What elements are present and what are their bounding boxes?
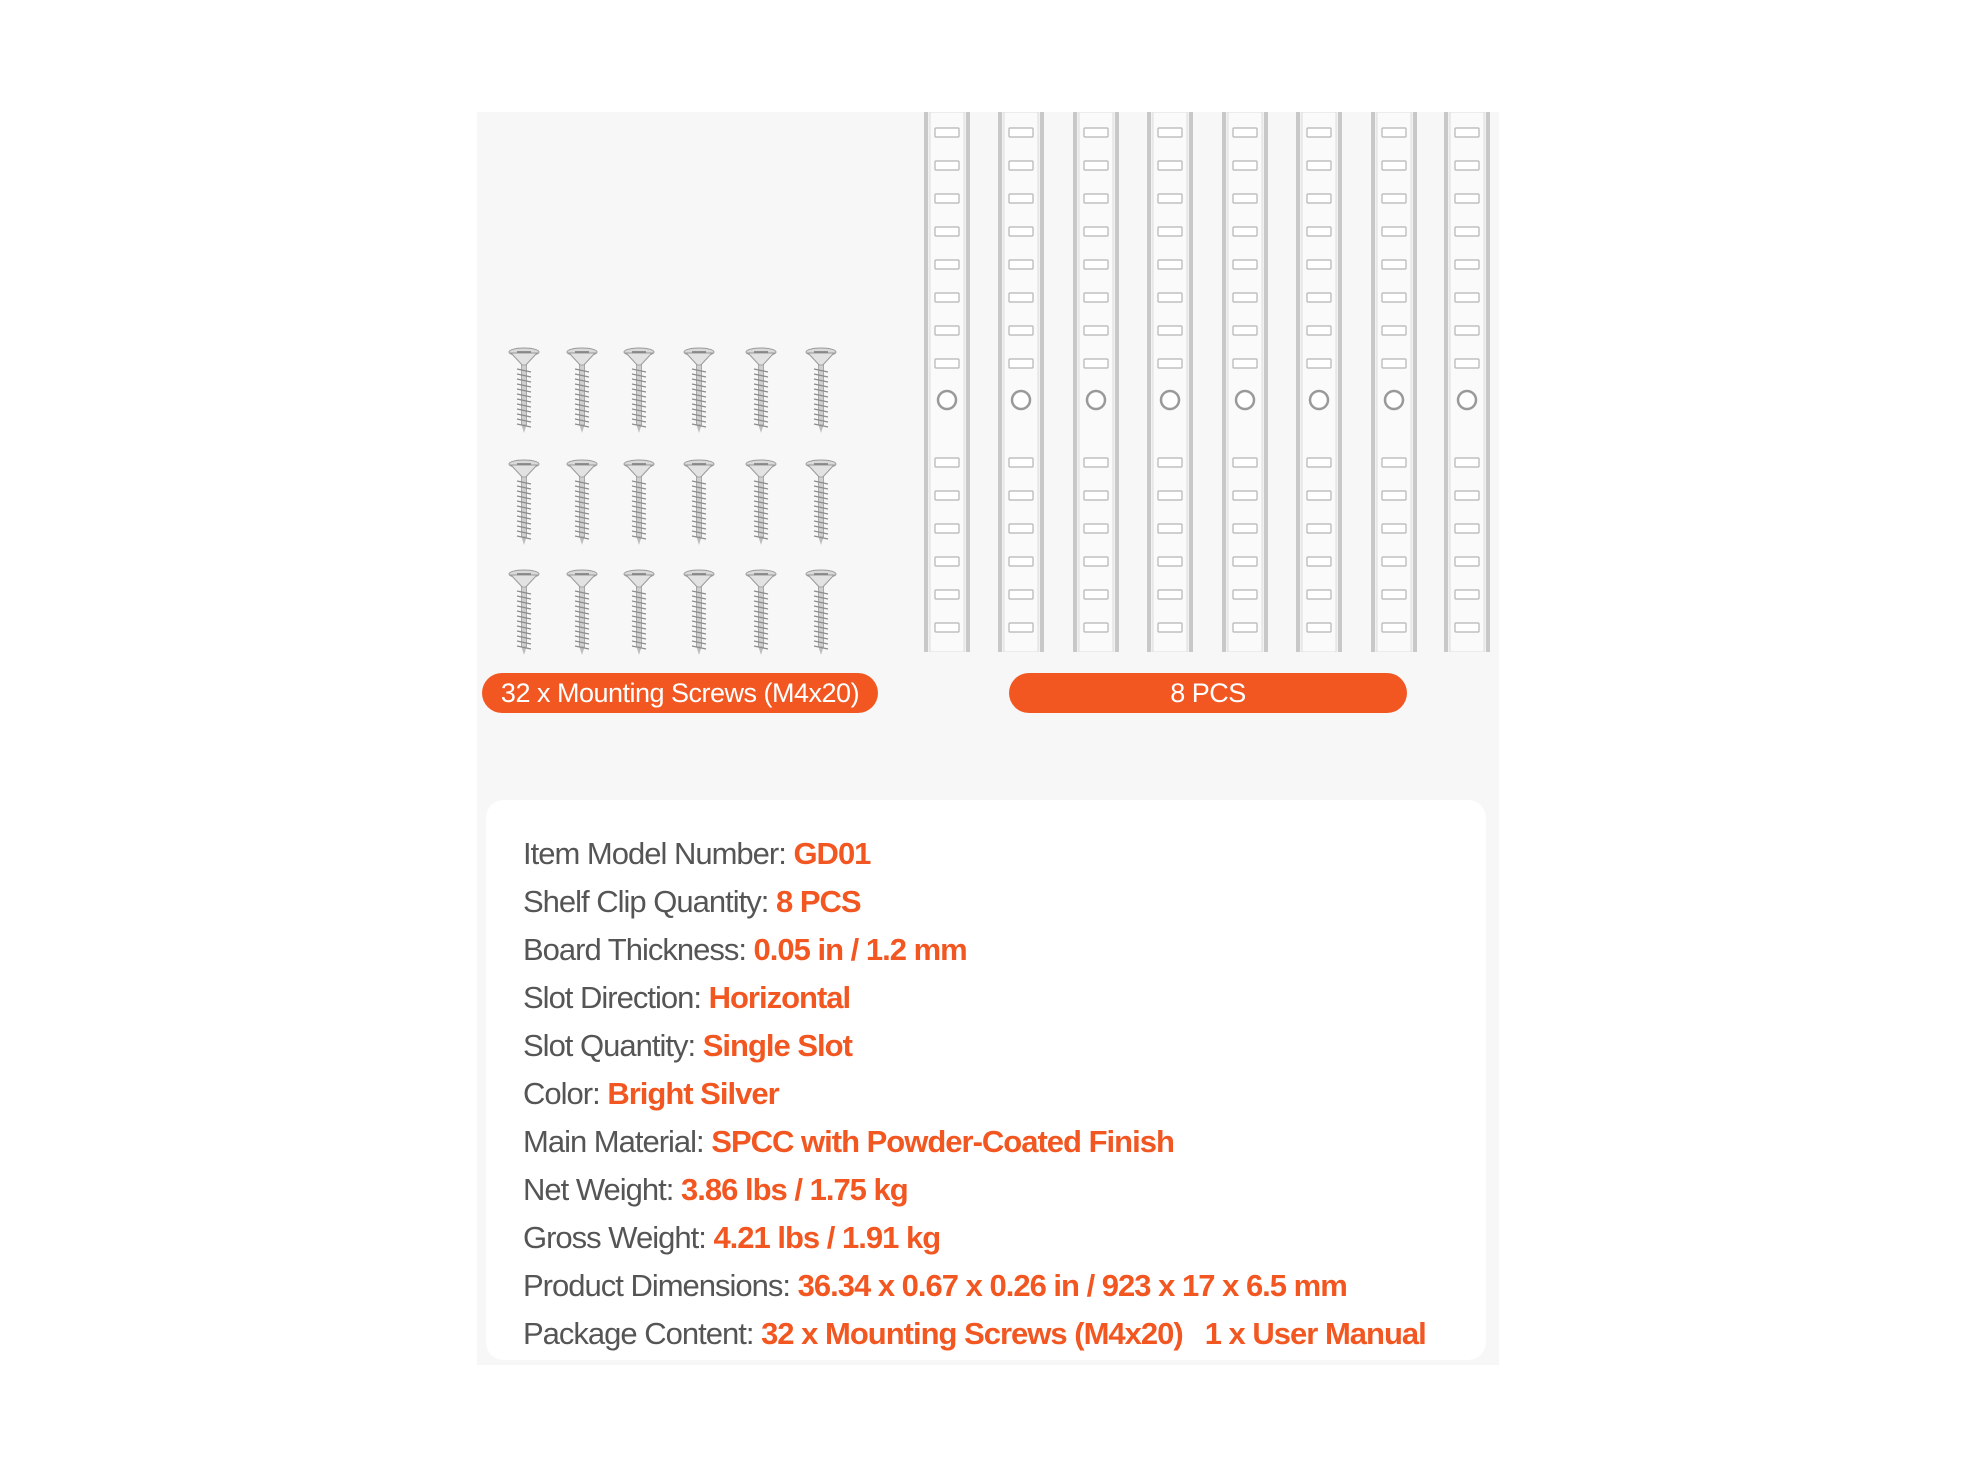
spec-label: Product Dimensions: [523,1268,798,1303]
spec-value: 32 x Mounting Screws (M4x20) [761,1316,1183,1351]
screw-icon [565,459,599,545]
spec-row-slot-quantity [523,1022,1486,1070]
screw-icon [622,569,656,655]
spec-value: Single Slot [702,1028,852,1063]
spec-row-material [523,1118,1486,1166]
spec-value: Horizontal [708,980,851,1015]
spec-row-gross-weight [523,1214,1486,1262]
shelf-rail-icon [1220,112,1270,652]
shelf-rail-icon [1294,112,1344,652]
product-image-panel [477,112,1499,1365]
spec-row-board-thickness [523,926,1486,974]
screw-icon [682,347,716,433]
spec-value: 3.86 lbs / 1.75 kg [681,1172,908,1207]
screw-icon [682,459,716,545]
spec-row-color [523,1070,1486,1118]
screw-icon [507,569,541,655]
spec-label: Gross Weight: [523,1220,714,1255]
shelf-rail-icon [996,112,1046,652]
shelf-rail-icon [922,112,972,652]
screw-icon [565,569,599,655]
spec-value: GD01 [793,836,871,871]
spec-value: SPCC with Powder-Coated Finish [711,1124,1174,1159]
spec-row-package-content [523,1310,1486,1358]
shelf-rail-icon [1071,112,1121,652]
spec-label: Net Weight: [523,1172,682,1207]
spec-row-model [523,830,1486,878]
spec-label: Slot Direction: [523,980,709,1015]
screws-illustration [507,347,847,657]
screws-count-badge: 32 x Mounting Screws (M4x20) [482,673,878,713]
spec-value: Bright Silver [607,1076,779,1111]
screw-icon [804,459,838,545]
screw-icon [507,459,541,545]
screw-icon [744,459,778,545]
screw-icon [744,569,778,655]
screw-icon [622,347,656,433]
spec-label: Color: [523,1076,608,1111]
spec-value: 8 PCS [775,884,861,919]
spec-label: Main Material: [523,1124,712,1159]
shelf-rail-icon [1442,112,1492,652]
shelf-rail-icon [1369,112,1419,652]
spec-label: Slot Quantity: [523,1028,703,1063]
shelf-rail-icon [1145,112,1195,652]
rails-count-badge: 8 PCS [1009,673,1407,713]
spec-row-slot-direction [523,974,1486,1022]
spec-row-net-weight [523,1166,1486,1214]
screw-icon [565,347,599,433]
spec-value: 0.05 in / 1.2 mm [753,932,967,967]
shelf-rails-illustration [922,112,1499,652]
screw-icon [622,459,656,545]
spec-label: Shelf Clip Quantity: [523,884,776,919]
spec-row-clip-quantity [523,878,1486,926]
specifications-card [486,800,1486,1360]
screw-icon [744,347,778,433]
spec-row-dimensions [523,1262,1486,1310]
screw-icon [804,569,838,655]
spec-label: Item Model Number: [523,836,794,871]
spec-value: 4.21 lbs / 1.91 kg [713,1220,941,1255]
screw-icon [507,347,541,433]
spec-label: Package Content: [523,1316,762,1351]
screw-icon [682,569,716,655]
screw-icon [804,347,838,433]
spec-value: 36.34 x 0.67 x 0.26 in / 923 x 17 x 6.5 mm [797,1268,1347,1303]
spec-value-secondary: 1 x User Manual [1204,1316,1426,1351]
spec-label: Board Thickness: [523,932,754,967]
